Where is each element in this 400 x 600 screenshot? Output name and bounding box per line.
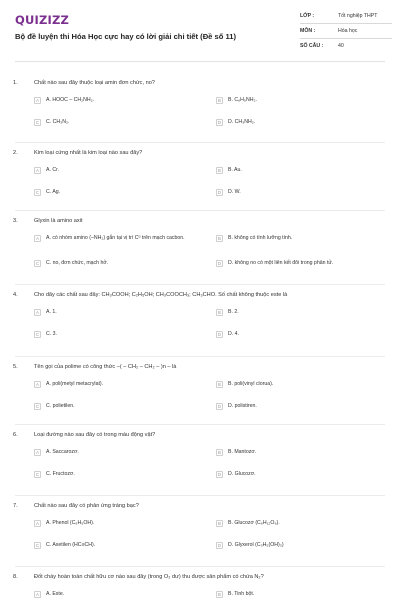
question-divider bbox=[15, 142, 385, 143]
question-divider bbox=[15, 356, 385, 357]
option-c[interactable] bbox=[34, 542, 95, 549]
meta-label: MÔN : bbox=[300, 28, 316, 34]
option-text: A. 1. bbox=[46, 309, 57, 315]
option-c[interactable] bbox=[34, 119, 69, 126]
option-b[interactable] bbox=[216, 235, 292, 242]
option-key-box[interactable]: D bbox=[217, 261, 222, 266]
option-text: B. Glucozơ (C₆H₁₂O₆). bbox=[228, 520, 280, 526]
option-text: B. Tinh bột. bbox=[228, 591, 255, 597]
option-a[interactable] bbox=[34, 520, 94, 527]
option-d[interactable] bbox=[216, 471, 256, 478]
option-text: B. Au. bbox=[228, 167, 242, 173]
option-d[interactable] bbox=[216, 542, 284, 549]
question-number: 4. bbox=[13, 292, 18, 298]
option-c[interactable] bbox=[34, 331, 57, 338]
option-key-box[interactable]: C bbox=[35, 543, 40, 548]
header-divider bbox=[15, 61, 385, 62]
worksheet-header bbox=[0, 0, 400, 64]
option-key-box[interactable]: A bbox=[34, 309, 41, 316]
option-key-box[interactable]: D bbox=[217, 332, 222, 337]
option-text: B. poli(vinyl clorua). bbox=[228, 381, 274, 387]
option-a[interactable] bbox=[34, 449, 79, 456]
question-divider bbox=[15, 210, 385, 211]
option-key-box[interactable]: A bbox=[34, 235, 41, 242]
option-text: A. poli(metyl metacrylat). bbox=[46, 381, 104, 387]
option-text: C. Fructozơ. bbox=[46, 471, 75, 477]
option-text: D. 4. bbox=[228, 331, 239, 337]
option-text: B. Mantozơ. bbox=[228, 449, 257, 455]
option-b[interactable] bbox=[216, 309, 239, 316]
option-key-box[interactable]: B bbox=[216, 449, 223, 456]
option-key-box[interactable]: D bbox=[217, 472, 222, 477]
option-key-box[interactable]: B bbox=[216, 167, 223, 174]
question-number: 7. bbox=[13, 503, 18, 509]
meta-row-subject bbox=[300, 24, 392, 39]
option-key-box[interactable]: D bbox=[217, 404, 222, 409]
question-number: 3. bbox=[13, 218, 18, 224]
option-a[interactable] bbox=[34, 167, 59, 174]
option-d[interactable] bbox=[216, 331, 239, 338]
option-text: A. HOOC – CH₂NH₂. bbox=[46, 97, 95, 103]
option-text: D. Glyxerol (C₃H₅(OH)₃) bbox=[228, 542, 284, 548]
option-key-box[interactable]: A bbox=[34, 591, 41, 598]
option-key-box[interactable]: A bbox=[34, 167, 41, 174]
meta-row-grade bbox=[300, 9, 392, 24]
question-number: 6. bbox=[13, 432, 18, 438]
option-key-box[interactable]: C bbox=[35, 472, 40, 477]
option-text: C. polietilen. bbox=[46, 403, 75, 409]
meta-value: 40 bbox=[338, 43, 344, 49]
meta-label: LỚP : bbox=[300, 13, 315, 19]
option-text: C. Ag. bbox=[46, 189, 61, 195]
option-text: C. Axetilen (HC≡CH). bbox=[46, 542, 96, 548]
option-b[interactable] bbox=[216, 449, 256, 456]
option-text: D. Glucozơ. bbox=[228, 471, 256, 477]
option-key-box[interactable]: B bbox=[216, 309, 223, 316]
option-a[interactable] bbox=[34, 97, 94, 104]
option-key-box[interactable]: B bbox=[216, 591, 223, 598]
option-text: B. C₆H₅NH₂. bbox=[228, 97, 257, 103]
option-text: C. 3. bbox=[46, 331, 57, 337]
question-number: 5. bbox=[13, 364, 18, 370]
option-a[interactable] bbox=[34, 591, 64, 598]
question-divider bbox=[15, 284, 385, 285]
option-key-box[interactable]: D bbox=[217, 543, 222, 548]
question-text: Tên gọi của polime có công thức –( – CH₂ – CH₂ – )n – là bbox=[34, 364, 177, 370]
option-key-box[interactable]: C bbox=[35, 120, 40, 125]
option-key-box[interactable]: C bbox=[35, 261, 40, 266]
option-text: A. Este. bbox=[46, 591, 65, 597]
quizizz-logo: QUIZIZZ bbox=[15, 13, 70, 27]
option-key-box[interactable]: A bbox=[34, 520, 41, 527]
option-text: C. no, đơn chức, mạch hở. bbox=[46, 260, 109, 266]
question-text: Kim loại cứng nhất là kim loại nào sau đây? bbox=[34, 150, 143, 156]
question-text: Chất nào sau đây thuộc loại amin đơn chức, no? bbox=[34, 80, 155, 86]
meta-label: SỐ CÂU : bbox=[300, 43, 324, 49]
option-key-box[interactable]: C bbox=[35, 332, 40, 337]
page-title: Bộ đề luyện thi Hóa Học cực hay có lời giải chi tiết (Đề số 11) bbox=[15, 32, 237, 41]
option-key-box[interactable]: A bbox=[34, 449, 41, 456]
option-key-box[interactable]: C bbox=[35, 404, 40, 409]
question-number: 8. bbox=[13, 574, 18, 580]
option-a[interactable] bbox=[34, 235, 185, 242]
option-key-box[interactable]: C bbox=[35, 190, 40, 195]
option-d[interactable] bbox=[216, 119, 255, 126]
meta-value: Tốt nghiệp THPT bbox=[338, 13, 378, 19]
option-key-box[interactable]: D bbox=[217, 190, 222, 195]
question-divider bbox=[15, 495, 385, 496]
question-number: 2. bbox=[13, 150, 18, 156]
question-text: Cho dãy các chất sau đây: CH₃COOH; C₂H₅OH; CH₃COOCH₃; CH₃CHO. Số chất không thuộc este là bbox=[34, 292, 288, 298]
option-key-box[interactable]: B bbox=[216, 97, 223, 104]
option-text: A. Phenol (C₆H₅OH). bbox=[46, 520, 95, 526]
option-c[interactable] bbox=[34, 471, 75, 478]
option-key-box[interactable]: B bbox=[216, 235, 223, 242]
question-divider bbox=[15, 424, 385, 425]
question-text: Chất nào sau đây có phản ứng tráng bạc? bbox=[34, 503, 139, 509]
option-text: D. CH₃NH₂. bbox=[228, 119, 256, 125]
option-text: B. không có tính lưỡng tính. bbox=[228, 235, 293, 241]
option-b[interactable] bbox=[216, 520, 280, 527]
meta-value: Hóa học bbox=[338, 28, 358, 34]
option-b[interactable] bbox=[216, 167, 242, 174]
question-divider bbox=[15, 566, 385, 567]
option-b[interactable] bbox=[216, 591, 254, 598]
question-text: Đốt cháy hoàn toàn chất hữu cơ nào sau đây (trong O₂ dư) thu được sản phẩm có chứa N₂? bbox=[34, 574, 264, 580]
option-text: B. 2. bbox=[228, 309, 239, 315]
option-d[interactable] bbox=[216, 260, 333, 267]
option-key-box[interactable]: A bbox=[34, 381, 41, 388]
option-b[interactable] bbox=[216, 97, 257, 104]
option-text: D. polistiren. bbox=[228, 403, 257, 409]
question-text: Loại đường nào sau đây có trong máu động vật? bbox=[34, 432, 156, 438]
meta-row-count bbox=[300, 39, 392, 53]
option-c[interactable] bbox=[34, 260, 108, 267]
option-text: A. Saccarozơ. bbox=[46, 449, 79, 455]
option-a[interactable] bbox=[34, 309, 57, 316]
option-a[interactable] bbox=[34, 381, 103, 388]
option-key-box[interactable]: D bbox=[217, 120, 222, 125]
option-d[interactable] bbox=[216, 189, 241, 196]
question-text: Glyxin là amino axit bbox=[34, 218, 83, 224]
option-b[interactable] bbox=[216, 381, 273, 388]
question-number: 1. bbox=[13, 80, 18, 86]
option-text: C. CH₃N₂. bbox=[46, 119, 70, 125]
option-text: D. không no có một liên kết đôi trong phân tử. bbox=[228, 260, 334, 266]
option-text: A. Cr. bbox=[46, 167, 59, 173]
option-key-box[interactable]: B bbox=[216, 381, 223, 388]
option-key-box[interactable]: B bbox=[216, 520, 223, 527]
option-text: D. W. bbox=[228, 189, 241, 195]
option-text: A. có nhóm amino (–NH₂) gắn tại vị trí Cᵅ trên mạch cacbon. bbox=[46, 235, 185, 241]
option-key-box[interactable]: A bbox=[34, 97, 41, 104]
option-c[interactable] bbox=[34, 189, 60, 196]
meta-table bbox=[300, 9, 392, 53]
option-c[interactable] bbox=[34, 403, 75, 410]
option-d[interactable] bbox=[216, 403, 257, 410]
